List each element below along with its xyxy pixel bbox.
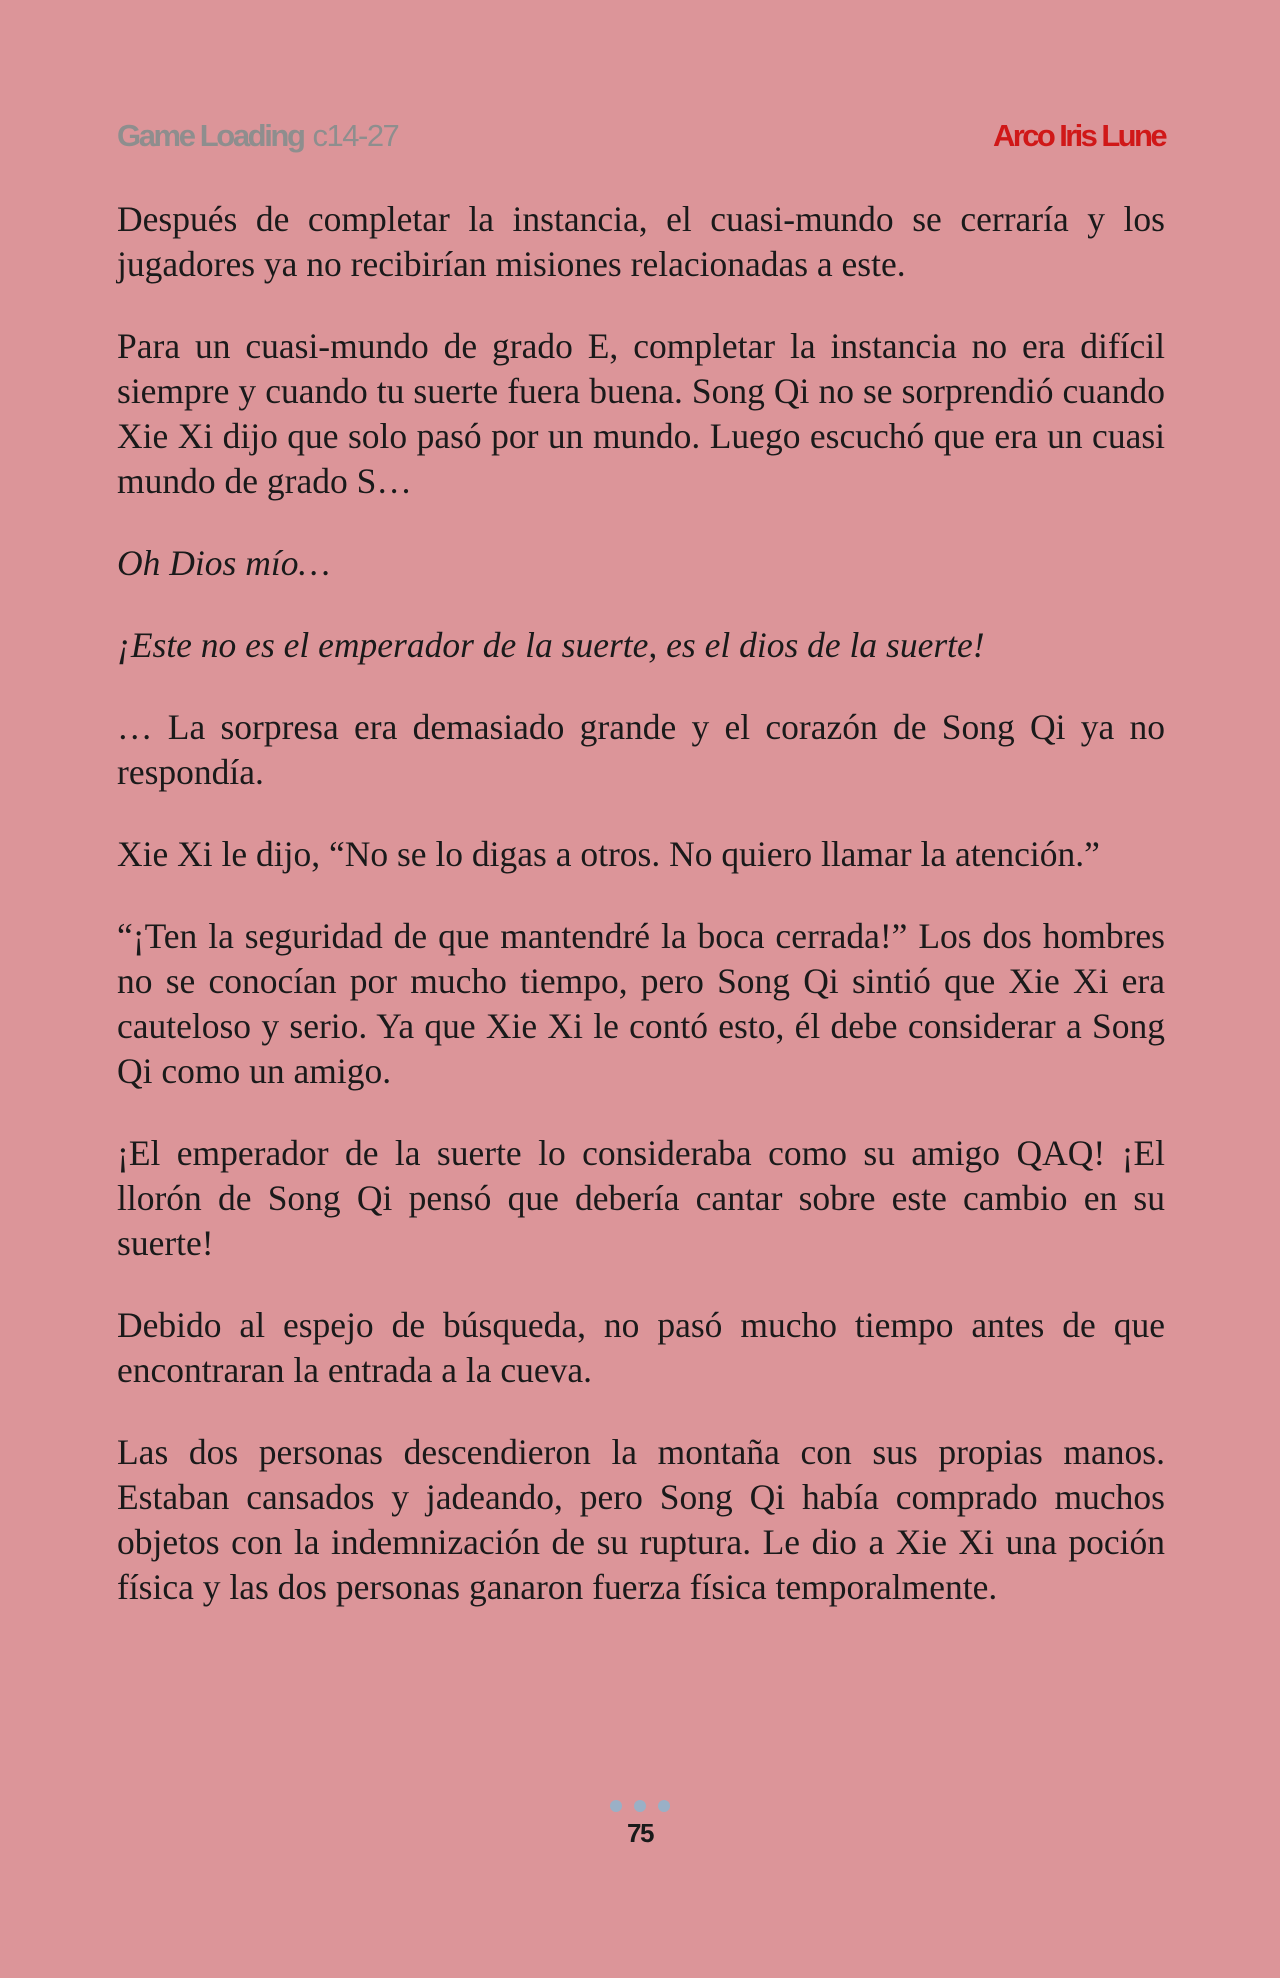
dot-icon [634, 1800, 646, 1812]
page-number: 75 [627, 1818, 653, 1848]
chapter-range: c14-27 [312, 118, 399, 153]
ornament-dots [0, 1800, 1280, 1814]
page-footer [0, 1800, 1280, 1849]
page-header [117, 118, 1165, 162]
paragraph: Después de completar la instancia, el cuasi-mundo se cerraría y los jugadores ya no recibirían misiones relacionadas a este. [117, 199, 1165, 284]
paragraph: Las dos personas descendieron la montaña con sus propias manos. Estaban cansados y jadeando, pero Song Qi había comprado muchos objetos con la indemnización de su ruptura. Le dio a Xie Xi una poción física y las dos personas ganaron fuerza física temporalmente. [117, 1432, 1165, 1607]
header-book-title [117, 118, 398, 154]
book-title: Game Loading [117, 118, 304, 153]
page-body [117, 197, 1165, 1647]
paragraph-italic: ¡Este no es el emperador de la suerte, es el dios de la suerte! [117, 625, 985, 665]
paragraph: Para un cuasi-mundo de grado E, completar la instancia no era difícil siempre y cuando tu suerte fuera buena. Song Qi no se sorprendió cuando Xie Xi dijo que solo pasó por un mundo. Luego escuchó que era un cuasi mundo de grado S… [117, 326, 1165, 501]
paragraph: ¡El emperador de la suerte lo consideraba como su amigo QAQ! ¡El llorón de Song Qi pensó que debería cantar sobre este cambio en su suerte! [117, 1133, 1165, 1263]
paragraph: “¡Ten la seguridad de que mantendré la boca cerrada!” Los dos hombres no se conocían por mucho tiempo, pero Song Qi sintió que Xie Xi era cauteloso y serio. Ya que Xie Xi le contó esto, él debe considerar a Song Qi como un amigo. [117, 916, 1165, 1091]
dot-icon [658, 1800, 670, 1812]
paragraph: Xie Xi le dijo, “No se lo digas a otros. No quiero llamar la atención.” [117, 834, 1100, 874]
paragraph: … La sorpresa era demasiado grande y el corazón de Song Qi ya no respondía. [117, 707, 1165, 792]
paragraph: Debido al espejo de búsqueda, no pasó mucho tiempo antes de que encontraran la entrada a la cueva. [117, 1305, 1165, 1390]
paragraph-italic: Oh Dios mío… [117, 543, 331, 583]
header-translator-name: Arco Iris Lune [992, 118, 1165, 153]
dot-icon [610, 1800, 622, 1812]
